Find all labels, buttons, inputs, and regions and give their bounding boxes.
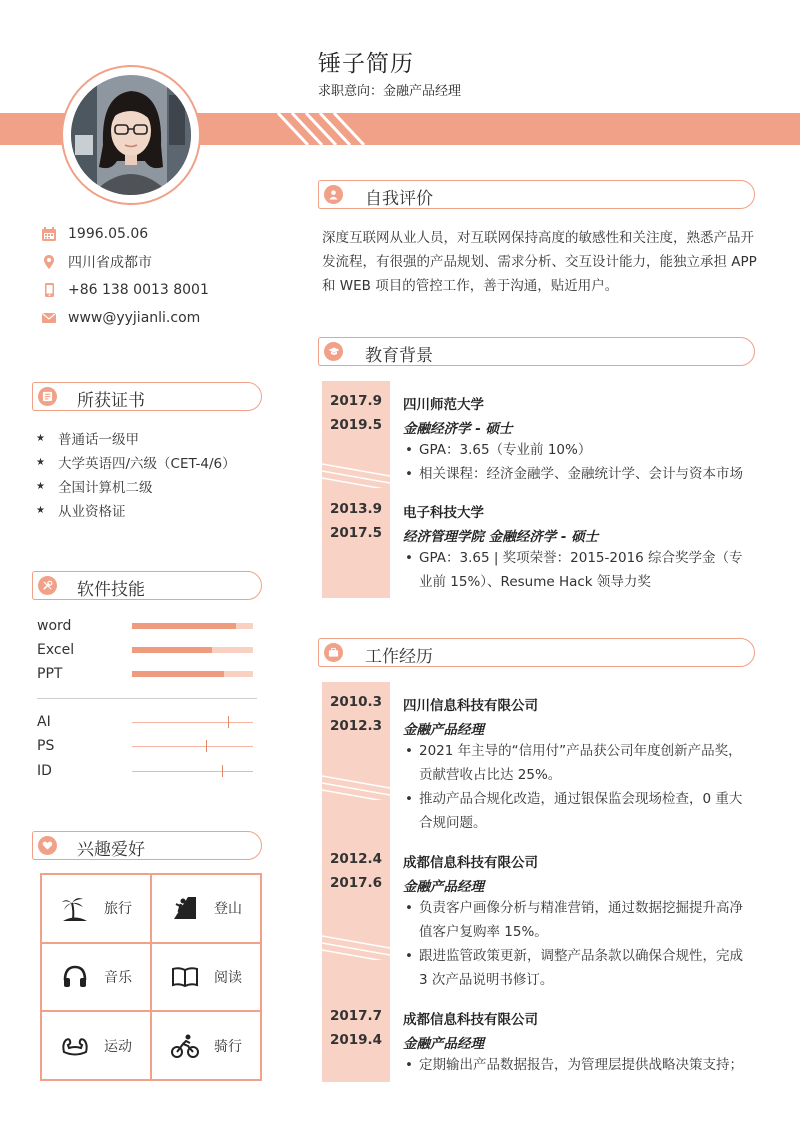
skills-divider	[37, 698, 257, 699]
section-work-header: 工作经历	[318, 638, 755, 667]
header-band-stripes	[272, 113, 368, 145]
hobby-item: 骑行	[151, 1011, 261, 1080]
skill-bar	[132, 623, 253, 629]
edu-school: 电子科技大学	[403, 505, 484, 521]
calendar-icon	[40, 225, 58, 243]
cert-item: ★ 大学英语四/六级（CET-4/6）	[36, 456, 236, 472]
edu-bullet: • 相关课程：经济金融学、金融统计学、会计与资本市场	[403, 462, 755, 486]
edu-end-date: 2017.5	[329, 525, 383, 541]
graduation-cap-icon	[324, 342, 343, 361]
star-icon: ★	[36, 456, 45, 468]
cyclist-icon	[170, 1031, 200, 1061]
avatar	[61, 65, 201, 205]
work-end-date: 2012.3	[329, 718, 383, 734]
work-company: 四川信息科技有限公司	[403, 698, 538, 714]
edu-bullet: • GPA：3.65（专业前 10%）	[403, 438, 755, 462]
certificate-icon	[38, 387, 57, 406]
work-bullet: • 跟进监管政策更新，调整产品条款以确保合规性，完成 3 次产品说明书修订。	[403, 944, 755, 992]
job-intent: 求职意向：金融产品经理	[318, 84, 462, 99]
heart-icon	[38, 836, 57, 855]
work-end-date: 2017.6	[329, 875, 383, 891]
work-end-date: 2019.4	[329, 1032, 383, 1048]
edu-timeline	[322, 381, 390, 598]
mail-icon	[40, 309, 58, 327]
hobby-item: 音乐	[41, 943, 151, 1012]
skill-bar-fill	[132, 623, 236, 629]
briefcase-icon	[324, 643, 343, 662]
skill-label: word	[37, 618, 72, 634]
climbing-icon	[170, 893, 200, 923]
work-role: 金融产品经理	[403, 722, 484, 738]
avatar-photo	[71, 75, 191, 195]
skill-slider	[132, 746, 253, 747]
edu-major: 经济管理学院 金融经济学 - 硕士	[403, 529, 599, 545]
star-icon: ★	[36, 432, 45, 444]
palm-tree-icon	[60, 893, 90, 923]
cert-item: ★ 从业资格证	[36, 504, 126, 520]
skill-bar-fill	[132, 671, 224, 677]
hobby-item: 旅行	[41, 874, 151, 943]
slider-marker	[228, 716, 229, 728]
muscle-icon	[60, 1031, 90, 1061]
work-bullet: • 定期输出产品数据报告，为管理层提供战略决策支持；	[403, 1053, 755, 1077]
book-icon	[170, 962, 200, 992]
work-start-date: 2012.4	[329, 851, 383, 867]
user-icon	[324, 185, 343, 204]
section-certs-header: 所获证书	[32, 382, 262, 411]
contact-birthday: 1996.05.06	[40, 220, 270, 248]
slider-label: PS	[37, 738, 55, 754]
contact-email: www@yyjianli.com	[40, 304, 270, 332]
section-self-header: 自我评价	[318, 180, 755, 209]
cert-item: ★ 全国计算机二级	[36, 480, 153, 496]
edu-bullet: • GPA：3.65 | 奖项荣誉：2015-2016 综合奖学金（专业前 15%）、Resume Hack 领导力奖	[403, 546, 755, 594]
edu-school: 四川师范大学	[403, 397, 484, 413]
timeline-stripes	[322, 458, 390, 488]
work-start-date: 2010.3	[329, 694, 383, 710]
hobby-item: 运动	[41, 1011, 151, 1080]
work-company: 成都信息科技有限公司	[403, 855, 538, 871]
skill-slider	[132, 771, 253, 772]
contact-location: 四川省成都市	[40, 248, 270, 276]
skill-slider	[132, 722, 253, 723]
section-skills-header: 软件技能	[32, 571, 262, 600]
section-hobbies-header: 兴趣爱好	[32, 831, 262, 860]
hobby-item: 登山	[151, 874, 261, 943]
timeline-stripes	[322, 770, 390, 800]
skill-bar	[132, 671, 253, 677]
skill-label: PPT	[37, 666, 63, 682]
skill-bar-fill	[132, 647, 212, 653]
slider-marker	[206, 740, 207, 752]
work-bullet: • 2021 年主导的“信用付”产品获公司年度创新产品奖，贡献营收占比达 25%。	[403, 739, 755, 787]
work-bullet: • 负责客户画像分析与精准营销，通过数据挖掘提升高净值客户复购率 15%。	[403, 896, 755, 944]
self-evaluation: 深度互联网从业人员，对互联网保持高度的敏感性和关注度，熟悉产品开发流程，有很强的产品规划、需求分析、交互设计能力，能独立承担 APP 和 WEB 项目的管控工作，善于沟通，贴近用户。	[322, 230, 757, 294]
tools-icon	[38, 576, 57, 595]
resume-name: 锤子简历	[318, 51, 414, 77]
location-pin-icon	[40, 253, 58, 271]
hobby-grid	[40, 873, 262, 1081]
cert-item: ★ 普通话一级甲	[36, 432, 139, 448]
work-company: 成都信息科技有限公司	[403, 1012, 538, 1028]
section-edu-header: 教育背景	[318, 337, 755, 366]
edu-start-date: 2013.9	[329, 501, 383, 517]
edu-start-date: 2017.9	[329, 393, 383, 409]
slider-label: ID	[37, 763, 52, 779]
star-icon: ★	[36, 480, 45, 492]
work-bullet: • 推动产品合规化改造，通过银保监会现场检查，0 重大合规问题。	[403, 787, 755, 835]
hobby-item: 阅读	[151, 943, 261, 1012]
star-icon: ★	[36, 504, 45, 516]
slider-marker	[222, 765, 223, 777]
edu-end-date: 2019.5	[329, 417, 383, 433]
timeline-stripes	[322, 930, 390, 960]
contact-phone: +86 138 0013 8001	[40, 276, 270, 304]
phone-icon	[40, 281, 58, 299]
slider-label: AI	[37, 714, 51, 730]
skill-bar	[132, 647, 253, 653]
edu-major: 金融经济学 - 硕士	[403, 421, 513, 437]
work-role: 金融产品经理	[403, 879, 484, 895]
work-role: 金融产品经理	[403, 1036, 484, 1052]
headphones-icon	[60, 962, 90, 992]
work-start-date: 2017.7	[329, 1008, 383, 1024]
skill-label: Excel	[37, 642, 75, 658]
